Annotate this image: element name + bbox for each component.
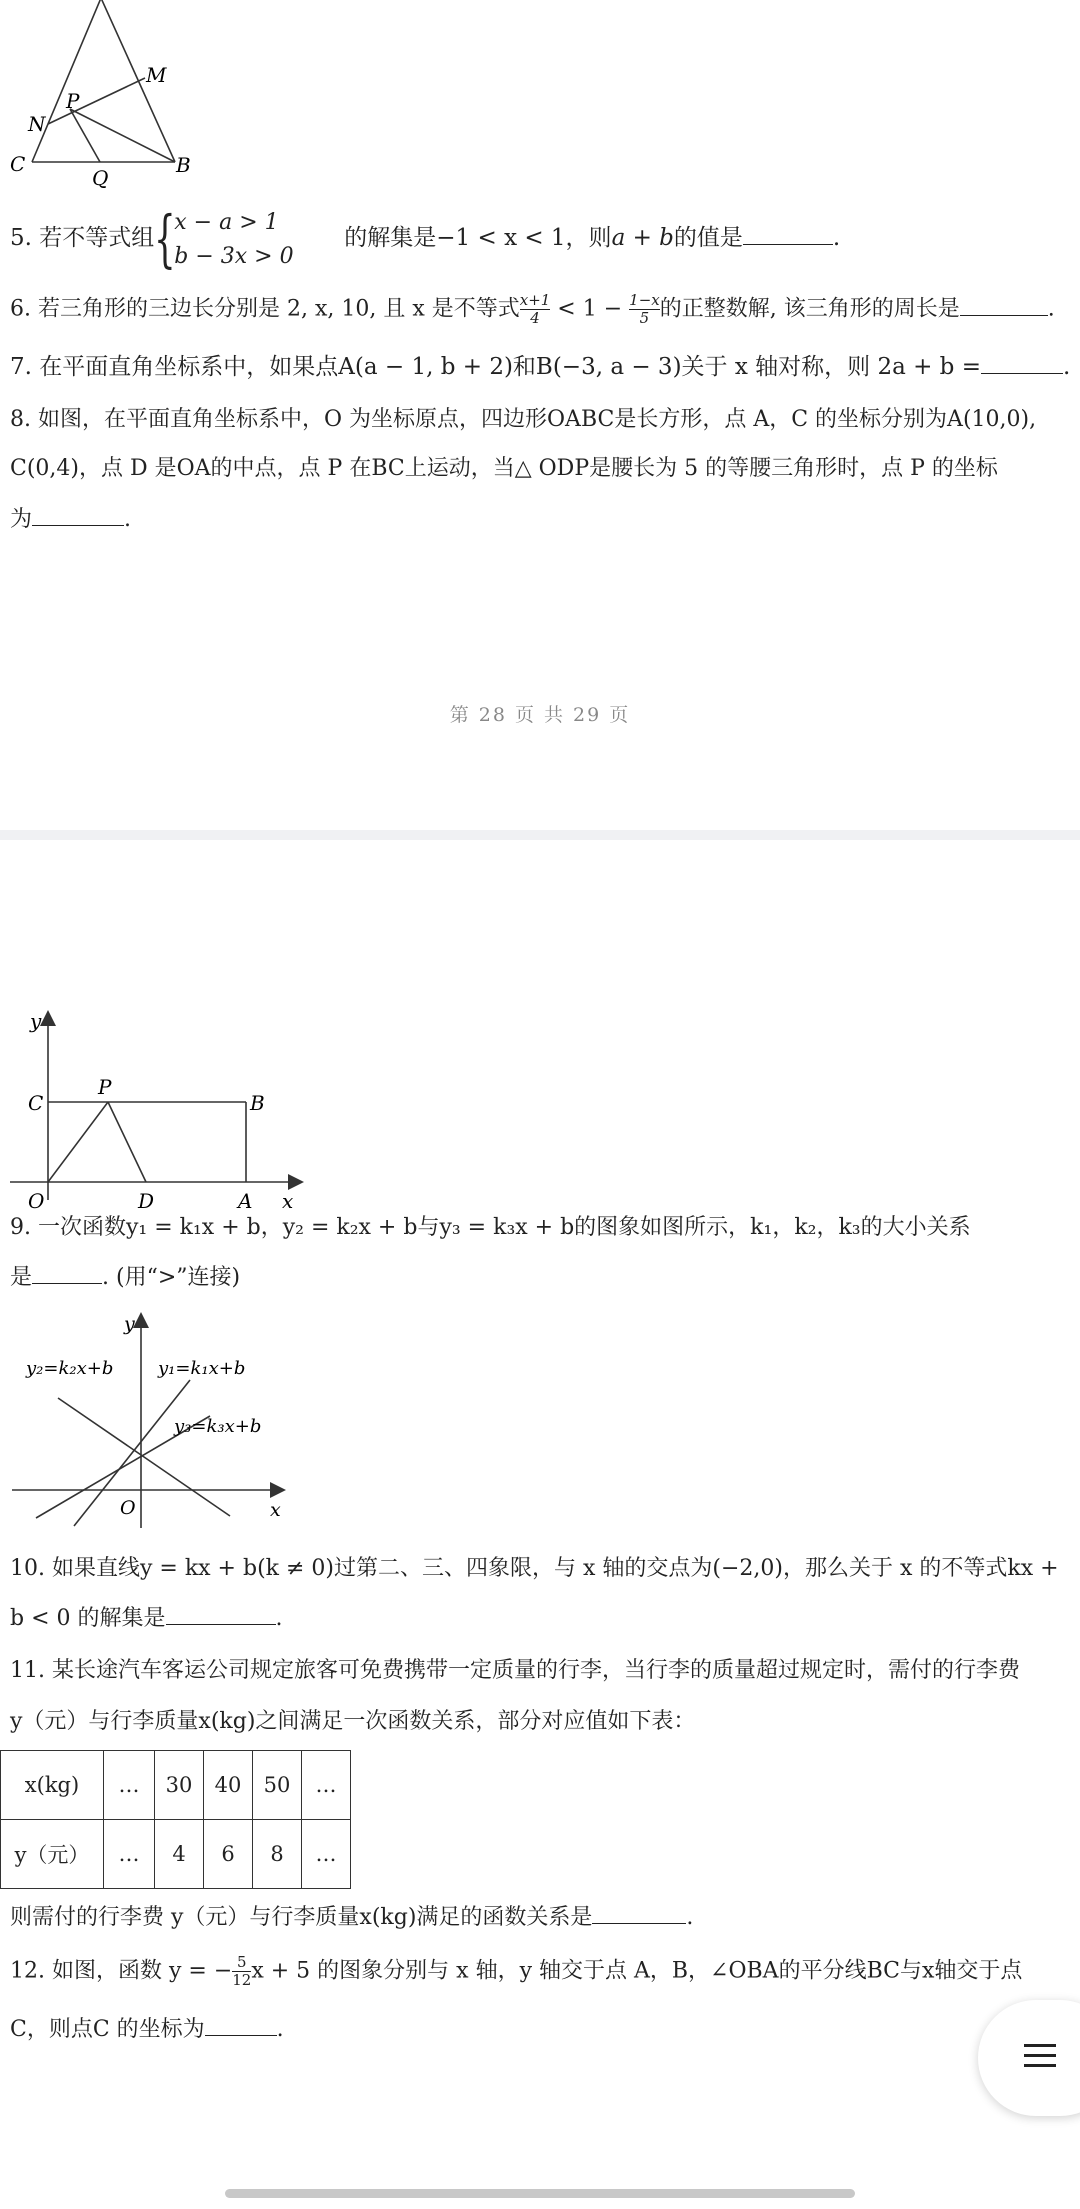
label-b: B [250, 1091, 265, 1115]
frac-numerator: 5 [232, 1954, 251, 1972]
q10-end: . [275, 1606, 283, 1631]
line-label-y2: y₂=k₂x+b [26, 1358, 114, 1379]
label-c: C [28, 1091, 44, 1115]
fraction-2 [629, 292, 660, 327]
table-cell: … [302, 1820, 351, 1889]
inequality-system [154, 204, 344, 274]
q5-row2: b − 3x > 0 [174, 244, 294, 269]
q12-text-b: x + 5 的图象分别与 x 轴，y 轴交于点 A，B，∠OBA的平分线BC与x轴交于点 [251, 1958, 1023, 1984]
question-11-line-3 [10, 1901, 693, 1935]
origin-label: O [120, 1497, 136, 1519]
question-7 [10, 350, 1070, 384]
page-29 [0, 840, 1080, 2209]
table-cell: 30 [155, 1751, 204, 1820]
q10-line2-text: b < 0 的解集是 [10, 1606, 166, 1631]
question-12-line-2 [10, 2013, 284, 2047]
q8-line3-text: 为 [10, 507, 33, 532]
question-8-line-3 [10, 503, 131, 537]
frac1-denominator: 4 [530, 309, 540, 327]
line-label-y3: y₃=k₃x+b [174, 1416, 262, 1437]
label-o: O [28, 1189, 45, 1213]
q7-end: . [1063, 354, 1071, 380]
fraction [232, 1954, 251, 1989]
question-9-line-1: 9. 一次函数y₁ = k₁x + b，y₂ = k₂x + b与y₃ = k₃x + b的图象如图所示，k₁，k₂，k₃的大小关系 [10, 1215, 971, 1240]
q11-end: . [686, 1905, 694, 1930]
fee-table [0, 1750, 351, 1889]
table-cell: x(kg) [1, 1751, 104, 1820]
table-row [1, 1751, 351, 1820]
question-8-line-2: C(0,4)，点 D 是OA的中点，点 P 在BC上运动，当△ ODP是腰长为 5 的等腰三角形时，点 P 的坐标 [10, 456, 998, 481]
q6-part1: 6. 若三角形的三边长分别是 2, x, 10, 且 x 是不等式 [10, 296, 520, 322]
answer-blank [32, 503, 124, 526]
axis-label-x: x [270, 1499, 281, 1521]
q11-line3-text: 则需付的行李费 y（元）与行李质量x(kg)满足的函数关系是 [10, 1905, 593, 1930]
question-6 [10, 292, 1055, 327]
question-8-line-1: 8. 如图，在平面直角坐标系中，O 为坐标原点，四边形OABC是长方形，点 A，C 的坐标分别为A(10,0), [10, 407, 1037, 432]
frac1-numerator: x+1 [519, 291, 551, 309]
table-cell: … [104, 1820, 155, 1889]
home-indicator[interactable] [225, 2189, 855, 2198]
table-cell: y（元） [1, 1820, 104, 1889]
q7-text: 7. 在平面直角坐标系中，如果点A(a − 1, b + 2)和B(−3, a − 3)关于 x 轴对称，则 2a + b = [10, 354, 981, 380]
line-label-y1: y₁=k₁x+b [158, 1358, 246, 1379]
table-cell: 4 [155, 1820, 204, 1889]
frac2-denominator: 5 [639, 309, 650, 327]
question-11-line-2: y（元）与行李质量x(kg)之间满足一次函数关系，部分对应值如下表： [10, 1709, 696, 1734]
frac2-numerator: 1−x [629, 291, 660, 309]
frac-denominator: 12 [232, 1971, 252, 1989]
q12-text-a: 12. 如图，函数 y = − [10, 1958, 233, 1984]
table-cell: 8 [253, 1820, 302, 1889]
question-10-line-2 [10, 1602, 283, 1636]
label-p: P [66, 89, 80, 113]
axis-label-y: y [30, 1009, 42, 1033]
q9-line2-end: . (用“>”连接) [102, 1265, 241, 1290]
table-cell: 6 [204, 1820, 253, 1889]
q6-end: . [1047, 296, 1055, 322]
label-p: P [98, 1075, 112, 1099]
q6-mid: < 1 − [550, 296, 630, 322]
q9-line2-text: 是 [10, 1265, 33, 1290]
page-28 [0, 0, 1080, 830]
axis-label-x: x [282, 1189, 294, 1213]
question-5 [10, 203, 840, 274]
answer-blank [592, 1901, 686, 1924]
table-cell: 40 [204, 1751, 253, 1820]
q12-line2-text: C，则点C 的坐标为 [10, 2017, 205, 2042]
brace-icon: { [154, 202, 176, 275]
triangle-figure [0, 0, 200, 190]
label-m: M [146, 63, 167, 87]
question-12-line-1 [10, 1954, 1022, 1989]
page-footer: 第 28 页 共 29 页 [449, 704, 631, 726]
q6-part2: 的正整数解, 该三角形的周长是 [659, 296, 960, 322]
table-cell: 50 [253, 1751, 302, 1820]
answer-blank [981, 351, 1063, 374]
three-lines-figure [0, 1308, 300, 1548]
label-d: D [138, 1189, 155, 1213]
answer-blank [166, 1602, 276, 1625]
question-11-line-1: 11. 某长途汽车客运公司规定旅客可免费携带一定质量的行李，当行李的质量超过规定时，需付的行李费 [10, 1658, 1020, 1683]
answer-blank [205, 2013, 277, 2036]
label-a: A [238, 1189, 253, 1213]
answer-blank [32, 1261, 102, 1284]
rectangle-coordinate-figure [0, 1000, 320, 1360]
q12-end: . [276, 2017, 284, 2042]
label-b: B [176, 153, 191, 177]
label-n: N [28, 112, 46, 136]
answer-blank [960, 293, 1048, 316]
q5-row1: x − a > 1 [174, 210, 279, 235]
q5-math: a + b [611, 225, 674, 251]
table-row [1, 1820, 351, 1889]
q5-middle: 的解集是−1 < x < 1，则 [344, 225, 612, 251]
answer-blank [743, 222, 833, 245]
line-label-y: y [124, 1313, 135, 1335]
q5-prefix: 5. 若不等式组 [10, 225, 155, 251]
table-cell: … [104, 1751, 155, 1820]
table-cell: … [302, 1751, 351, 1820]
question-9-line-2 [10, 1261, 240, 1295]
q8-end: . [124, 507, 132, 532]
page-separator [0, 830, 1080, 840]
q5-suffix: 的值是 [673, 225, 743, 251]
label-c: C [10, 152, 26, 176]
question-10-line-1: 10. 如果直线y = kx + b(k ≠ 0)过第二、三、四象限，与 x 轴的交点为(−2,0)，那么关于 x 的不等式kx + [10, 1556, 1059, 1581]
fraction-1 [520, 292, 551, 327]
q5-end: . [832, 225, 841, 251]
label-q: Q [92, 166, 109, 190]
